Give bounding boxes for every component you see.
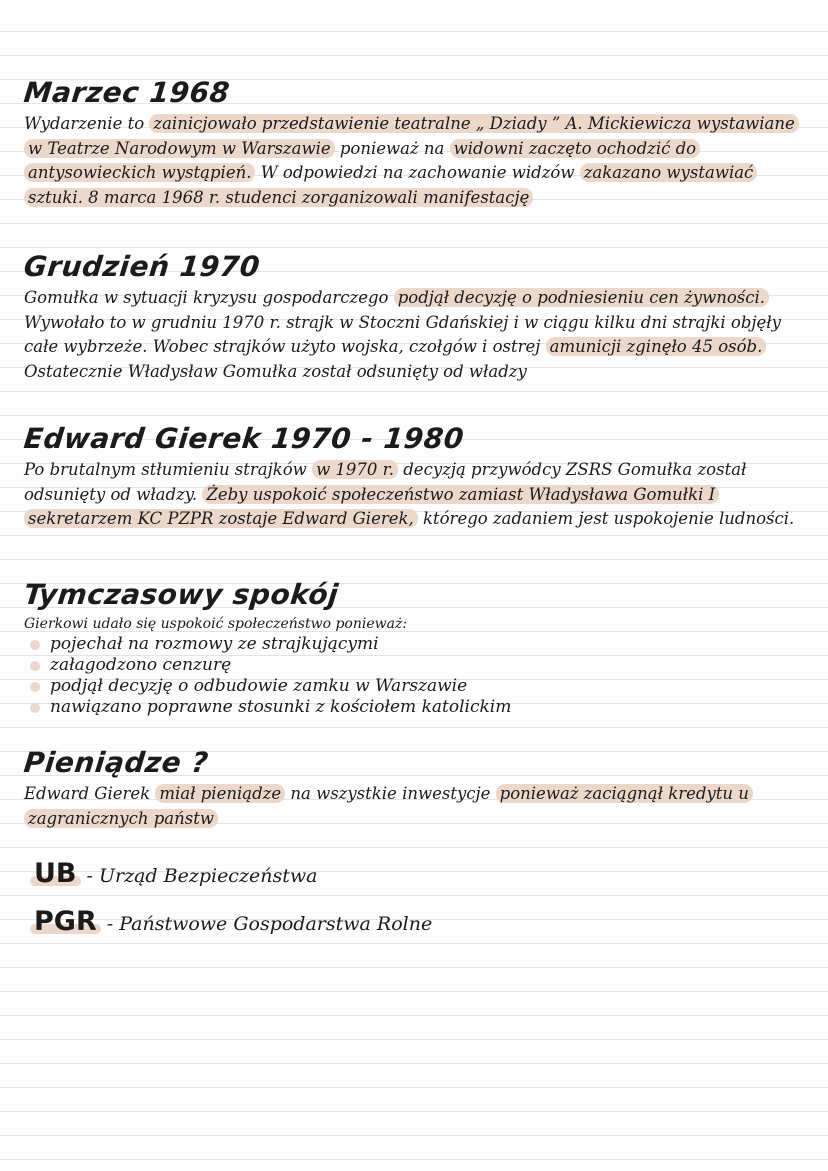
section-grudzien-1970 [24,250,804,384]
section-heading: Grudzień 1970 [22,250,262,283]
highlighted-text: Żeby uspokoić społeczeństwo zamiast Władysława Gomułki I sekretarzem KC PZPR zostaje Edward Gierek, [24,485,719,529]
section-pieniadze [24,746,804,831]
abbreviation-term: UB [30,858,81,889]
section-body [24,458,804,532]
section-heading: Tymczasowy spokój [22,578,341,611]
highlighted-text: zakazano wystawiać sztuki. 8 marca 1968 r. studenci zorganizowali manifestację [24,163,757,207]
section-heading: Marzec 1968 [22,76,232,109]
section-heading: Edward Gierek 1970 - 1980 [22,422,466,455]
highlighted-text: zainicjowało przedstawienie teatralne „ Dziady ” A. Mickiewicza wystawiane w Teatrze Narodowym w Warszawie [24,114,799,158]
section-tymczasowy-spokoj [24,578,804,718]
list-item: pojechał na rozmowy ze strajkującymi [30,634,804,655]
bullet-dot-icon [30,661,40,671]
highlighted-text: miał pieniądze [155,784,285,803]
abbreviation-ub [30,858,317,889]
highlighted-text: ponieważ zaciągnął kredytu u zagranicznych państw [24,784,753,828]
body-text-segment: Wywołało to w grudniu 1970 r. strajk w Stoczni Gdańskiej i w ciągu kilku dni strajki objęły całe wybrzeże. Wobec strajków użyto wojska, czołgów i ostrej [24,312,781,356]
body-text-segment: na wszystkie inwestycje [285,784,496,803]
body-text-segment: którego zadaniem jest uspokojenie ludności. [417,509,795,528]
section-edward-gierek [24,422,804,532]
body-text-segment: Gomułka w sytuacji kryzysu gospodarczego [24,288,394,307]
section-heading: Pieniądze ? [22,746,211,779]
section-intro: Gierkowi udało się uspokoić społeczeństwo ponieważ: [24,616,408,632]
abbreviation-definition: - Państwowe Gospodarstwa Rolne [106,913,433,935]
section-body [24,112,804,210]
highlighted-text: widowni zaczęto ochodzić do antysowieckich wystąpień. [24,139,700,183]
bullet-dot-icon [30,682,40,692]
body-text-segment: decyzją przywódcy ZSRS Gomułka został odsunięty od władzy. [24,460,747,504]
abbreviation-term: PGR [30,906,101,937]
list-item: załagodzono cenzurę [30,655,804,676]
abbreviation-pgr [30,906,432,937]
body-text-segment: Edward Gierek [24,784,156,803]
body-text-segment: Ostatecznie Władysław Gomułka został odsunięty od władzy [24,361,527,381]
bullet-list [24,634,804,718]
section-body [24,286,804,384]
bullet-dot-icon [30,640,40,650]
highlighted-text: podjął decyzję o podniesieniu cen żywności. [394,288,769,307]
body-text-segment: ponieważ na [334,138,450,158]
bullet-dot-icon [30,703,40,713]
section-marzec-1968 [24,76,804,210]
body-text-segment: Wydarzenie to [24,114,150,133]
list-item: nawiązano poprawne stosunki z kościołem katolickim [30,697,804,718]
body-text-segment: Po brutalnym stłumieniu strajków [24,460,313,479]
list-item: podjął decyzję o odbudowie zamku w Warszawie [30,676,804,697]
highlighted-text: amunicji zginęło 45 osób. [546,337,767,356]
abbreviation-definition: - Urząd Bezpieczeństwa [86,865,318,887]
body-text-segment: W odpowiedzi na zachowanie widzów [255,163,580,182]
highlighted-text: w 1970 r. [312,460,398,479]
section-body [24,782,804,831]
